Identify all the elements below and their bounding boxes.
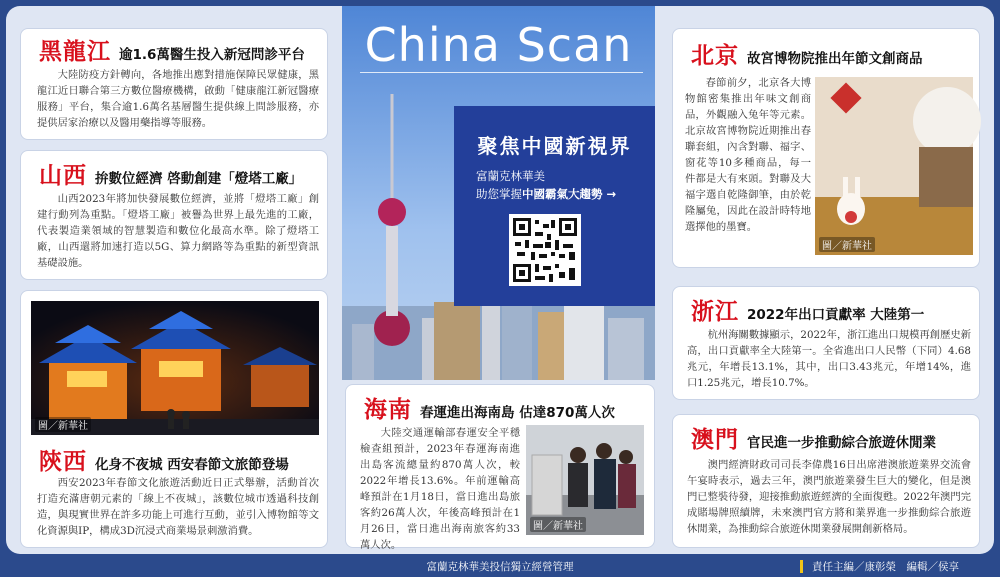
photo-credit: 圖／新華社 <box>35 417 91 432</box>
promo-line-2 <box>476 186 616 202</box>
city-name: 浙江 <box>691 299 739 325</box>
article-body: 大陸防疫方針轉向，各地推出應對措施保障民眾健康，黑龍江近日聯合第三方數位醫療機構，啟動「健康龍江新冠醫療服務」平台，集合逾1.6萬名基層醫生提供線上問診服務，亦提供居家治療以及醫用藥指導等服務。 <box>37 69 319 129</box>
city-name: 陝西 <box>39 449 87 475</box>
promo-panel <box>454 106 655 306</box>
promo-heading: 聚焦中國新視界 <box>477 134 632 158</box>
museum-photo <box>815 77 973 255</box>
card-hainan <box>345 384 655 551</box>
airport-photo <box>526 425 644 535</box>
lantern-festival-image <box>31 301 319 435</box>
photo-credit: 圖／新華社 <box>530 517 586 532</box>
china-scan-banner <box>342 6 655 380</box>
footer-divider <box>800 560 803 573</box>
footer-bar <box>0 556 1000 577</box>
article-body: 山西2023年將加快發展數位經濟，並將「燈塔工廠」創建行動列為重點。「燈塔工廠」被譽為世界上最先進的工廠，代表製造業領域的智慧製造和數位化最高水準。除了燈塔工廠，山西還將加速打造以5G、算力網路等為重點的新型資訊基礎設施。 <box>37 193 319 269</box>
promo-line-1: 富蘭克林華美 <box>476 169 545 183</box>
article-body: 澳門經濟財政司司長李偉農16日出席港澳旅遊業界交流會午宴時表示，過去三年，澳門旅遊業發生巨大的變化，但是澳門已整裝待發，迎接推動旅遊經濟的全面復甦。2022年澳門完成賭場牌照續牌，未來澳門官方將和業界進一步推動綜合旅遊休閒業，為推動綜合旅遊休閒業發展開創新格局。 <box>687 459 971 535</box>
rabbit-souvenir-image <box>815 77 973 255</box>
headline: 逾1.6萬醫生投入新冠問診平台 <box>119 47 305 63</box>
article-body: 杭州海關數據顯示，2022年，浙江進出口規模再創歷史新高，出口貢獻率全大陸第一。全省進出口人民幣（下同）4.68兆元，年增長13.1%，其中，出口3.43兆元，年增14%，進口1.25兆元，增長10.7%。 <box>687 329 971 389</box>
headline: 官民進一步推動綜合旅遊休閒業 <box>747 435 936 451</box>
banner-title: China Scan <box>364 18 633 72</box>
city-name: 北京 <box>691 43 739 69</box>
article-body: 大陸交通運輸部春運安全平穩檢查組預計，2023年春運海南進出島客流總量約870萬人次，較2022年增長13.6%。年前運輸高峰預計在1月18日，當日進出島旅客約26萬人次，年後高峰預計在1月26日，當日進出海南旅客約33萬人次。 <box>360 427 520 551</box>
card-heilongjiang <box>20 28 328 140</box>
qr-code-icon <box>513 218 577 282</box>
lantern-photo <box>31 301 319 435</box>
promo-line-2-lead: 助您掌握 <box>476 187 522 201</box>
card-macau <box>672 414 980 548</box>
card-zhejiang <box>672 286 980 400</box>
headline: 拚數位經濟 啓動創建「燈塔工廠」 <box>95 171 303 187</box>
headline: 化身不夜城 西安春節文旅節登場 <box>95 457 289 473</box>
qr-code[interactable] <box>509 214 581 286</box>
photo-credit: 圖／新華社 <box>819 237 875 252</box>
title-divider <box>360 72 643 73</box>
city-name: 山西 <box>39 163 87 189</box>
city-name: 海南 <box>364 397 412 423</box>
footer-editor-text: 責任主編／康彰榮 編輯／侯享 <box>812 561 959 573</box>
city-name: 澳門 <box>691 427 739 453</box>
card-beijing <box>672 28 980 268</box>
card-shaanxi <box>20 290 328 548</box>
card-shanxi <box>20 150 328 280</box>
footer-center-text: 富蘭克林華美投信獨立經營管理 <box>426 561 574 573</box>
promo-line-2-emphasis: 中國霸氣大趨勢 → <box>522 187 617 201</box>
article-body: 春節前夕，北京各大博物館密集推出年味文創商品，外觀融入兔年等元素。北京故宮博物院近期推出春聯套組，內含對聯、福字、窗花等10多種商品，每一件都是大有來頭。對聯及大福字選自乾隆御筆，由於乾隆屬兔，因此在設計時特地選擇他的墨寶。 <box>685 77 811 233</box>
headline: 2022年出口貢獻率 大陸第一 <box>747 307 925 323</box>
headline: 故宮博物院推出年節文創商品 <box>747 51 923 67</box>
headline: 春運進出海南島 估達870萬人次 <box>420 405 615 421</box>
article-body: 西安2023年春節文化旅遊活動近日正式舉辦，活動首次打造充滿唐朝元素的「線上不夜城」，該數位城市透過科技創造，與現實世界在許多功能上可進行互動，並引入博物館等文化資源與IP，構成3D沉浸式商業場景刺激消費。 <box>37 477 319 537</box>
city-name: 黑龍江 <box>39 39 111 65</box>
